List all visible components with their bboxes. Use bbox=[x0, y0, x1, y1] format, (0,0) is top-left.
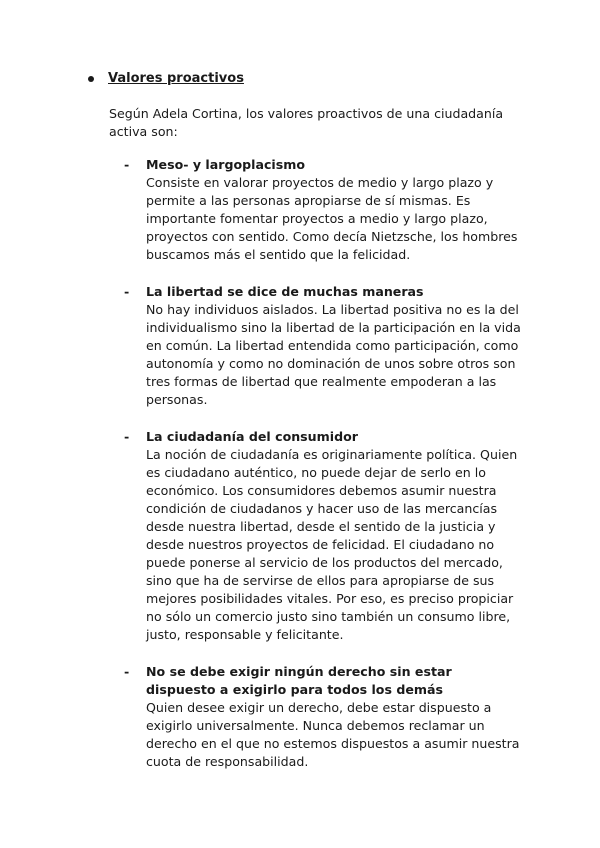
item-body: No hay individuos aislados. La libertad positiva no es la del individualismo sino la libertad de la participación en la vida en común. La libertad entendida como participación, como autonomía y como no dominación de unos sobre otros son tres formas de libertad que realmente empoderan a las personas. bbox=[146, 302, 521, 407]
item-body: Quien desee exigir un derecho, debe estar dispuesto a exigirlo universalmente. Nunca debemos reclamar un derecho en el que no estemos dispuestos a asumir nuestra cuota de responsabilidad. bbox=[146, 700, 520, 769]
item-title: No se debe exigir ningún derecho sin estar dispuesto a exigirlo para todos los demás bbox=[146, 664, 452, 697]
section-heading: Valores proactivos bbox=[108, 71, 244, 86]
values-list bbox=[124, 156, 524, 790]
item-title: La ciudadanía del consumidor bbox=[146, 429, 358, 444]
list-item bbox=[124, 283, 524, 409]
item-body: La noción de ciudadanía es originariamente política. Quien es ciudadano auténtico, no puede dejar de serlo en lo económico. Los consumidores debemos asumir nuestra condición de ciudadanos y hacer uso de las mercancías desde nuestra libertad, desde el sentido de la justicia y desde nuestros proyectos de felicidad. El ciudadano no puede ponerse al servicio de los productos del mercado, sino que ha de servirse de ellos para apropiarse de sus mejores posibilidades vitales. Por eso, es preciso propiciar no sólo un comercio justo sino también un consumo libre, justo, responsable y felicitante. bbox=[146, 447, 518, 642]
list-item bbox=[124, 663, 524, 771]
intro-paragraph: Según Adela Cortina, los valores proactivos de una ciudadanía activa son: bbox=[109, 106, 504, 139]
dash-marker: - bbox=[124, 429, 130, 444]
list-item bbox=[124, 156, 524, 264]
bullet-icon bbox=[88, 76, 94, 82]
item-title: Meso- y largoplacismo bbox=[146, 157, 306, 172]
dash-marker: - bbox=[124, 664, 130, 679]
list-item bbox=[124, 428, 524, 644]
dash-marker: - bbox=[124, 157, 130, 172]
dash-marker: - bbox=[124, 284, 130, 299]
item-body: Consiste en valorar proyectos de medio y largo plazo y permite a las personas apropiarse de sí mismas. Es importante fomentar proyectos a medio y largo plazo, proyectos con sentido. Como decía Nietzsche, los hombres buscamos más el sentido que la felicidad. bbox=[146, 175, 518, 262]
item-title: La libertad se dice de muchas maneras bbox=[146, 284, 424, 299]
section-heading-row bbox=[88, 70, 244, 88]
